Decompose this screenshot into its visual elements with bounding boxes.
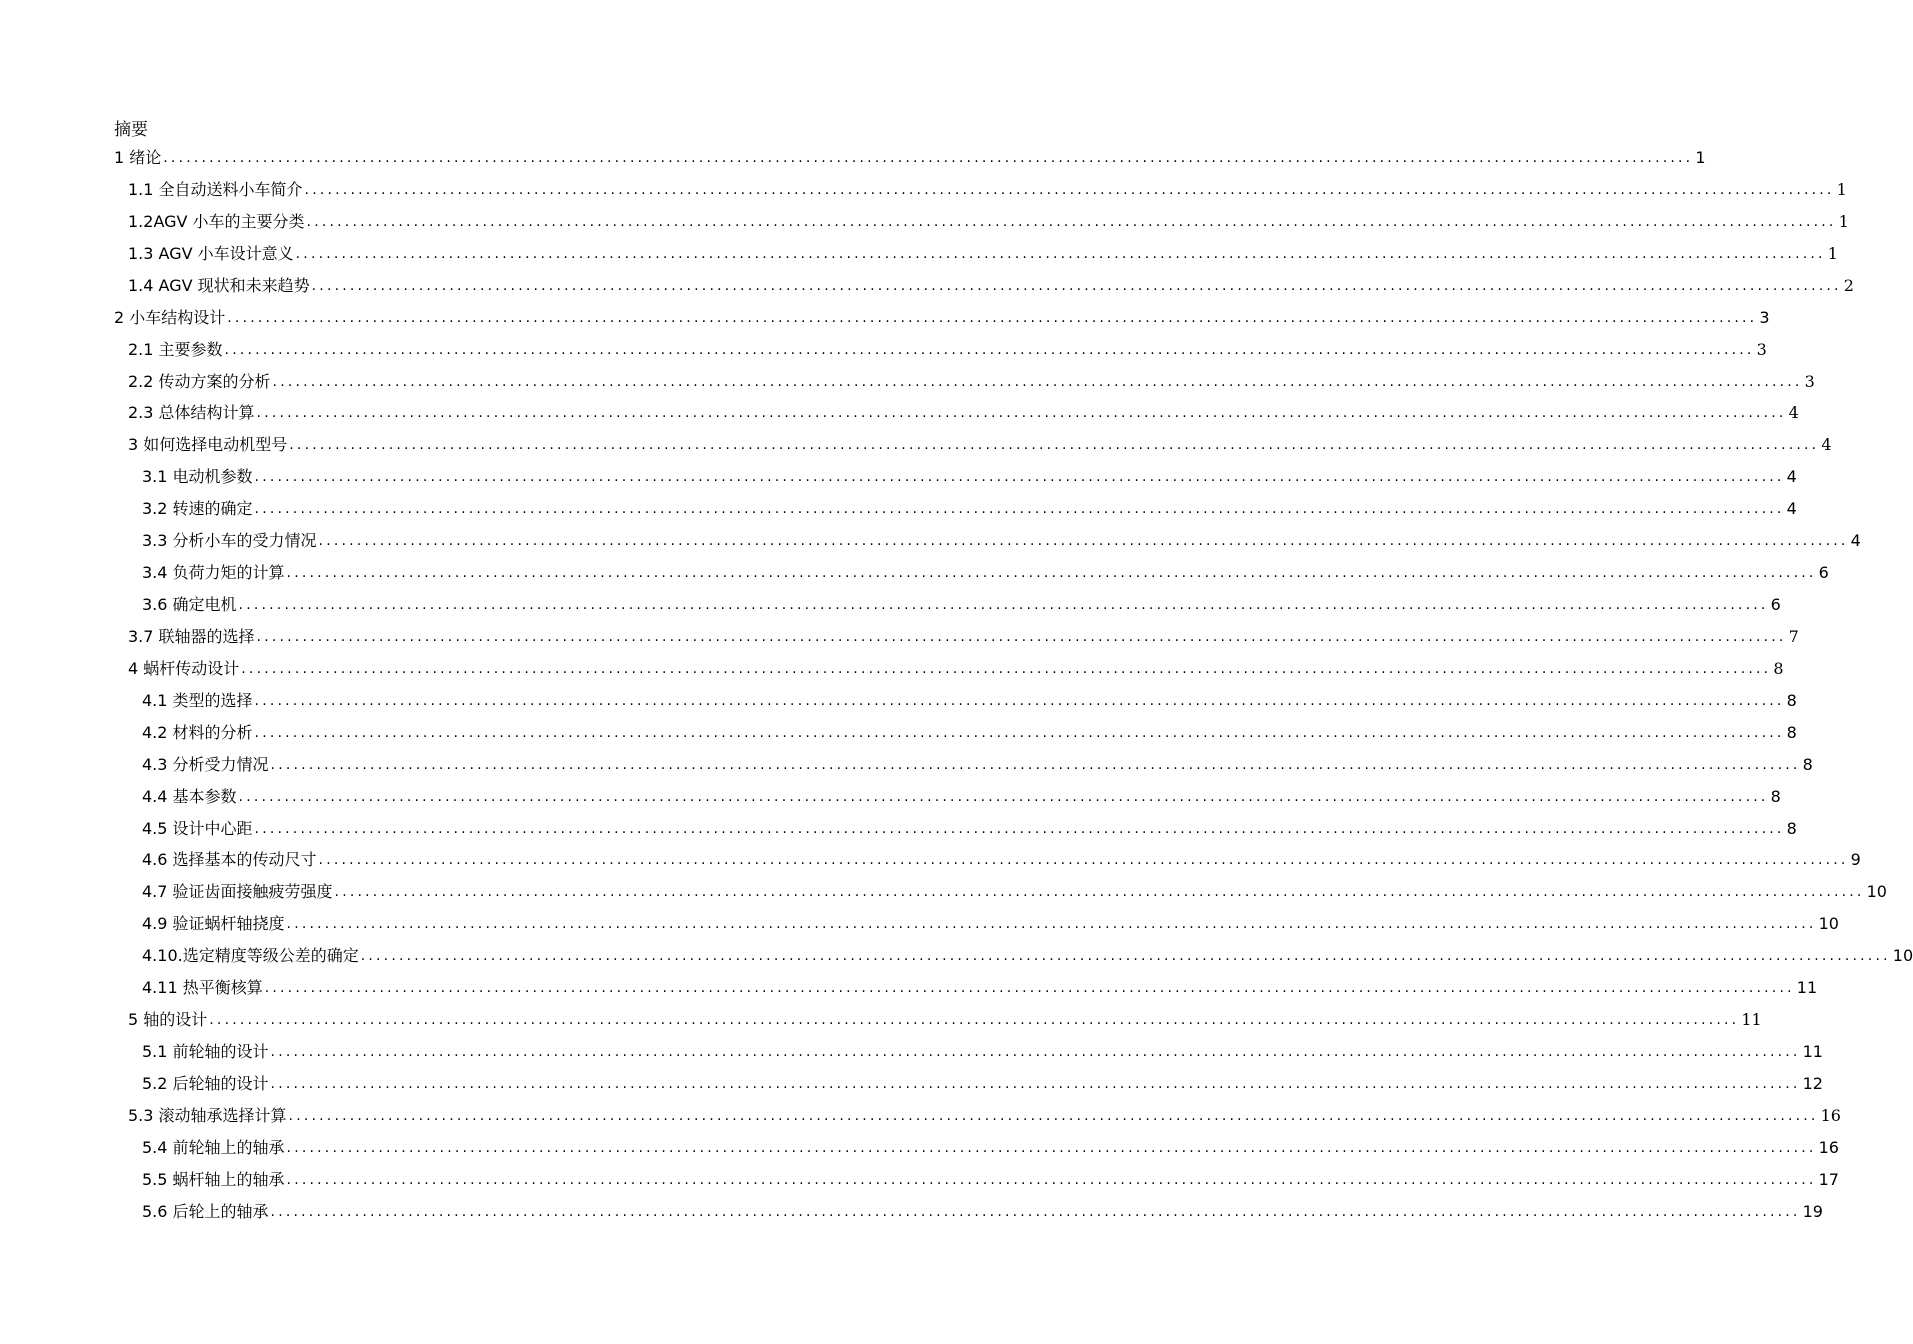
toc-entry-page-number: 9: [1850, 850, 1861, 870]
toc-dot-leader: ........................................................................................................................................................................................................: [254, 820, 1785, 837]
toc-entry[interactable]: [142, 465, 1797, 489]
toc-dot-leader: ........................................................................................................................................................................................................: [254, 692, 1785, 709]
toc-entry-title: 5.1 前轮轴的设计: [142, 1042, 269, 1062]
toc-entry-title: 1.1 全自动送料小车简介: [128, 179, 303, 199]
toc-entry-title: 5.5 蜗杆轴上的轴承: [142, 1169, 285, 1189]
toc-entry-title: 4.1 类型的选择: [142, 690, 253, 710]
toc-entry-page-number: 8: [1802, 754, 1813, 774]
toc-entry-title: 2.3 总体结构计算: [128, 403, 255, 423]
toc-entry-page-number: 1: [1695, 148, 1706, 167]
toc-dot-leader: ........................................................................................................................................................................................................: [304, 181, 1835, 198]
toc-entry-title: 4.11 热平衡核算: [142, 978, 263, 998]
toc-entry-page-number: 1: [1827, 243, 1838, 263]
toc-entry[interactable]: [142, 1040, 1823, 1064]
toc-entry[interactable]: [142, 497, 1797, 521]
toc-dot-leader: ........................................................................................................................................................................................................: [256, 628, 1787, 645]
toc-entry[interactable]: [128, 657, 1784, 681]
toc-entry-page-number: 8: [1786, 690, 1797, 710]
toc-entry-title: 5.3 滚动轴承选择计算: [128, 1105, 287, 1125]
toc-entry-title: 1 绪论: [114, 148, 162, 167]
toc-entry-title: 4.3 分析受力情况: [142, 754, 269, 774]
toc-entry[interactable]: [128, 433, 1832, 457]
toc-entry[interactable]: [114, 146, 1706, 170]
toc-entry-title: 3.3 分析小车的受力情况: [142, 531, 317, 551]
toc-entry-title: 3.4 负荷力矩的计算: [142, 563, 285, 583]
toc-dot-leader: ........................................................................................................................................................................................................: [311, 277, 1842, 294]
toc-dot-leader: ........................................................................................................................................................................................................: [286, 916, 1817, 933]
toc-entry-page-number: 11: [1741, 1010, 1762, 1030]
toc-entry[interactable]: [142, 753, 1813, 777]
toc-dot-leader: ........................................................................................................................................................................................................: [306, 213, 1837, 230]
toc-dot-leader: ........................................................................................................................................................................................................: [286, 565, 1817, 582]
toc-entry[interactable]: [142, 529, 1861, 553]
toc-entry-page-number: 10: [1866, 882, 1887, 902]
toc-entry[interactable]: [142, 593, 1781, 617]
toc-entry-page-number: 8: [1770, 786, 1781, 806]
toc-dot-leader: ........................................................................................................................................................................................................: [286, 1139, 1817, 1156]
toc-entry[interactable]: [128, 1104, 1841, 1128]
toc-entry-page-number: 4: [1786, 499, 1797, 519]
toc-entry-page-number: 4: [1850, 531, 1861, 551]
toc-entry[interactable]: [142, 1136, 1839, 1160]
toc-dot-leader: ........................................................................................................................................................................................................: [288, 1107, 1819, 1124]
toc-dot-leader: ........................................................................................................................................................................................................: [270, 1203, 1801, 1220]
toc-dot-leader: ........................................................................................................................................................................................................: [286, 1171, 1817, 1188]
toc-entry-page-number: 19: [1802, 1201, 1823, 1221]
toc-entry[interactable]: [142, 721, 1797, 745]
toc-entry-page-number: 8: [1773, 658, 1784, 678]
toc-entry-title: 5 轴的设计: [128, 1010, 208, 1030]
toc-entry-title: 4.2 材料的分析: [142, 722, 253, 742]
toc-entry-title: 4.5 设计中心距: [142, 818, 253, 838]
toc-entry[interactable]: [128, 242, 1838, 266]
toc-dot-leader: ........................................................................................................................................................................................................: [254, 724, 1785, 741]
toc-dot-leader: ........................................................................................................................................................................................................: [264, 980, 1795, 997]
toc-entry-page-number: 17: [1818, 1169, 1839, 1189]
toc-entry-title: 3.6 确定电机: [142, 595, 237, 615]
toc-entry[interactable]: [128, 338, 1767, 362]
toc-entry-title: 4.10.选定精度等级公差的确定: [142, 946, 359, 966]
toc-entry-title: 4.6 选择基本的传动尺寸: [142, 850, 317, 870]
toc-entry[interactable]: [142, 689, 1797, 713]
toc-dot-leader: ........................................................................................................................................................................................................: [209, 1012, 1740, 1029]
toc-dot-leader: ........................................................................................................................................................................................................: [270, 1044, 1801, 1061]
toc-dot-leader: ........................................................................................................................................................................................................: [254, 501, 1785, 518]
toc-dot-leader: ........................................................................................................................................................................................................: [270, 756, 1801, 773]
toc-entry[interactable]: [128, 210, 1849, 234]
toc-dot-leader: ........................................................................................................................................................................................................: [227, 309, 1758, 326]
toc-dot-leader: ........................................................................................................................................................................................................: [334, 884, 1865, 901]
toc-dot-leader: ........................................................................................................................................................................................................: [289, 437, 1820, 454]
toc-dot-leader: ........................................................................................................................................................................................................: [241, 660, 1772, 677]
toc-entry-title: 2.2 传动方案的分析: [128, 371, 271, 391]
toc-entry[interactable]: [142, 944, 1913, 968]
toc-entry[interactable]: [128, 274, 1854, 298]
toc-entry[interactable]: [142, 561, 1829, 585]
toc-entry-page-number: 8: [1786, 722, 1797, 742]
toc-entry[interactable]: [142, 817, 1797, 841]
toc-dot-leader: ........................................................................................................................................................................................................: [254, 469, 1785, 486]
toc-dot-leader: ........................................................................................................................................................................................................: [318, 533, 1849, 550]
toc-entry-page-number: 1: [1838, 211, 1849, 231]
toc-entry-page-number: 10: [1818, 914, 1839, 934]
toc-entry-page-number: 6: [1818, 563, 1829, 583]
toc-entry-title: 3.1 电动机参数: [142, 467, 253, 487]
toc-entry-title: 4.9 验证蜗杆轴挠度: [142, 914, 285, 934]
toc-dot-leader: ........................................................................................................................................................................................................: [318, 852, 1849, 869]
toc-entry-page-number: 2: [1843, 275, 1854, 295]
toc-entry[interactable]: [128, 370, 1815, 394]
toc-heading: 摘要: [114, 120, 148, 140]
toc-entry-title: 4.7 验证齿面接触疲劳强度: [142, 882, 333, 902]
toc-entry-page-number: 12: [1802, 1073, 1823, 1093]
toc-entry-page-number: 11: [1796, 978, 1818, 998]
toc-entry-page-number: 4: [1788, 403, 1799, 423]
toc-entry-title: 4.4 基本参数: [142, 786, 237, 806]
toc-entry-page-number: 1: [1836, 179, 1847, 199]
toc-entry[interactable]: [142, 1168, 1839, 1192]
toc-entry-title: 5.4 前轮轴上的轴承: [142, 1137, 285, 1157]
toc-entry-page-number: 3: [1759, 307, 1770, 327]
toc-entry-title: 1.4 AGV 现状和未来趋势: [128, 275, 310, 295]
toc-entry[interactable]: [142, 785, 1781, 809]
toc-entry-page-number: 3: [1756, 339, 1767, 359]
toc-entry-page-number: 4: [1786, 467, 1797, 487]
toc-dot-leader: ........................................................................................................................................................................................................: [270, 1075, 1801, 1092]
toc-entry-title: 4 蜗杆传动设计: [128, 658, 240, 678]
toc-entry-title: 3 如何选择电动机型号: [128, 435, 288, 455]
toc-entry-page-number: 7: [1788, 626, 1799, 646]
toc-entry[interactable]: [142, 1200, 1823, 1224]
toc-dot-leader: ........................................................................................................................................................................................................: [256, 405, 1787, 422]
toc-entry-title: 1.2AGV 小车的主要分类: [128, 211, 305, 231]
toc-entry-page-number: 11: [1802, 1042, 1823, 1062]
toc-entry[interactable]: [142, 880, 1887, 904]
toc-entry-page-number: 3: [1804, 371, 1815, 391]
toc-entry-title: 2 小车结构设计: [114, 307, 226, 327]
toc-dot-leader: ........................................................................................................................................................................................................: [295, 245, 1826, 262]
toc-entry[interactable]: [142, 848, 1861, 872]
toc-entry-page-number: 16: [1820, 1105, 1841, 1125]
toc-dot-leader: ........................................................................................................................................................................................................: [238, 788, 1769, 805]
toc-entry-title: 3.7 联轴器的选择: [128, 626, 255, 646]
toc-entry[interactable]: [142, 976, 1818, 1000]
toc-entry[interactable]: [128, 625, 1799, 649]
toc-entry[interactable]: [128, 178, 1847, 202]
toc-entry[interactable]: [114, 306, 1770, 330]
toc-entry-title: 5.6 后轮上的轴承: [142, 1201, 269, 1221]
toc-entry-page-number: 16: [1818, 1137, 1839, 1157]
toc-entry[interactable]: [128, 1008, 1762, 1032]
toc-entry-page-number: 4: [1821, 435, 1832, 455]
toc-dot-leader: ........................................................................................................................................................................................................: [163, 150, 1694, 166]
toc-entry-title: 2.1 主要参数: [128, 339, 223, 359]
toc-entry-page-number: 6: [1770, 595, 1781, 615]
toc-entry-title: 1.3 AGV 小车设计意义: [128, 243, 294, 263]
toc-dot-leader: ........................................................................................................................................................................................................: [272, 373, 1803, 390]
toc-entry[interactable]: [142, 912, 1839, 936]
toc-dot-leader: ........................................................................................................................................................................................................: [360, 948, 1891, 965]
toc-dot-leader: ........................................................................................................................................................................................................: [224, 341, 1755, 358]
toc-entry-title: 3.2 转速的确定: [142, 499, 253, 519]
toc-entry-page-number: 10: [1892, 946, 1913, 966]
toc-dot-leader: ........................................................................................................................................................................................................: [238, 597, 1769, 614]
toc-entry[interactable]: [128, 401, 1799, 425]
toc-entry-page-number: 8: [1786, 818, 1797, 838]
toc-entry-title: 5.2 后轮轴的设计: [142, 1073, 269, 1093]
toc-entry[interactable]: [142, 1072, 1823, 1096]
